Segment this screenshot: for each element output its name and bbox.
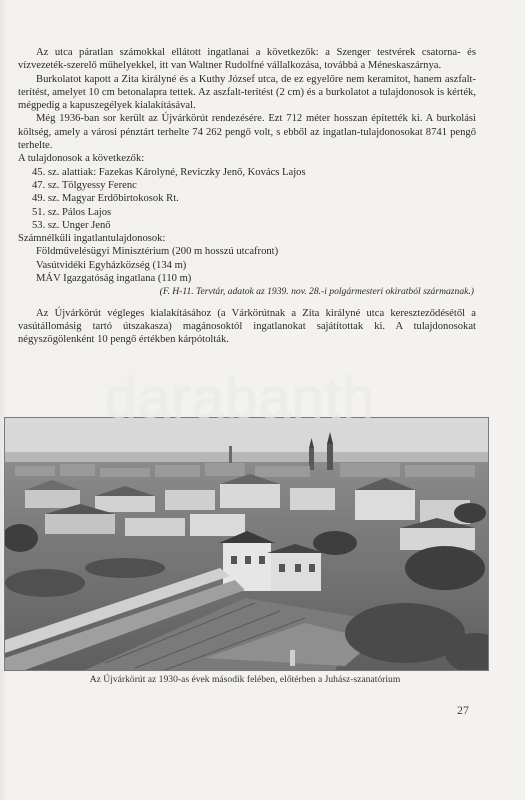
- owner-row: 47. sz. Tölgyessy Ferenc: [32, 179, 137, 191]
- watermark: darabanth: [105, 366, 376, 431]
- unnumbered-owner-row: MÁV Igazgatóság ingatlana (110 m): [36, 273, 192, 285]
- unnumbered-owner-row: Földművelésügyi Minisztérium (200 m hosszú utcafront): [36, 246, 279, 258]
- paragraph-2: Burkolatot kapott a Zita királyné és a Kuthy József utca, de ez egyelőre nem keramitot, hanem aszfalt-terítést, amelyet 10 cm betonalapra tettek. Az aszfalt-terítést (2 cm) és a burkolatot a tulajdonosok is kérték, mégpedig a kapuszegélyek kialakításával.: [18, 73, 476, 112]
- historic-photo: [4, 417, 489, 671]
- unnumbered-owners-heading: Számnélküli ingatlantulajdonosok:: [18, 233, 166, 245]
- body-text: [18, 46, 476, 347]
- source-note: (F. H-11. Tervtár, adatok az 1939. nov. 28.-i polgármesteri okiratból származnak.): [159, 286, 474, 298]
- owner-row: 45. sz. alattiak: Fazekas Károlyné, Reviczky Jenő, Kovács Lajos: [32, 166, 306, 178]
- owners-heading: A tulajdonosok a következők:: [18, 153, 145, 165]
- photo-caption: Az Újvárkörút az 1930-as évek második felében, előtérben a Juhász-szanatórium: [89, 674, 401, 685]
- unnumbered-owner-row: Vasútvidéki Egyházközség (134 m): [36, 259, 187, 271]
- owner-row: 49. sz. Magyar Erdőbirtokosok Rt.: [32, 193, 179, 205]
- owner-row: 51. sz. Pálos Lajos: [32, 206, 112, 218]
- paragraph-4: Az Újvárkörút végleges kialakításához (a Várkörútnak a Zita királyné utca kereszteződésétől a vasútállomásig tartó útszakasza) magánosoktól ingatlanokat sajátítottak ki. A tulajdonosokat négyszögölenként 10 pengő értékben kárpótolták.: [18, 307, 476, 346]
- paragraph-3: Még 1936-ban sor került az Újvárkörút rendezésére. Ezt 712 méter hosszan építették ki. A burkolási költség, amely a városi pénztárt terhelte 74 262 pengő volt, s ebből az ingatlan-tulajdonosokat 8741 pengő terhelte.: [18, 113, 476, 152]
- owner-row: 53. sz. Unger Jenő: [32, 219, 111, 231]
- page-number: 27: [457, 703, 469, 717]
- paragraph-1: Az utca páratlan számokkal ellátott ingatlanai a következők: a Szenger testvérek csatorna- és vízvezeték-szerelő műhelyekkel, itt van Waltner Rudolfné vállalkozása, továbbá a Méneskaszárnya.: [18, 47, 476, 72]
